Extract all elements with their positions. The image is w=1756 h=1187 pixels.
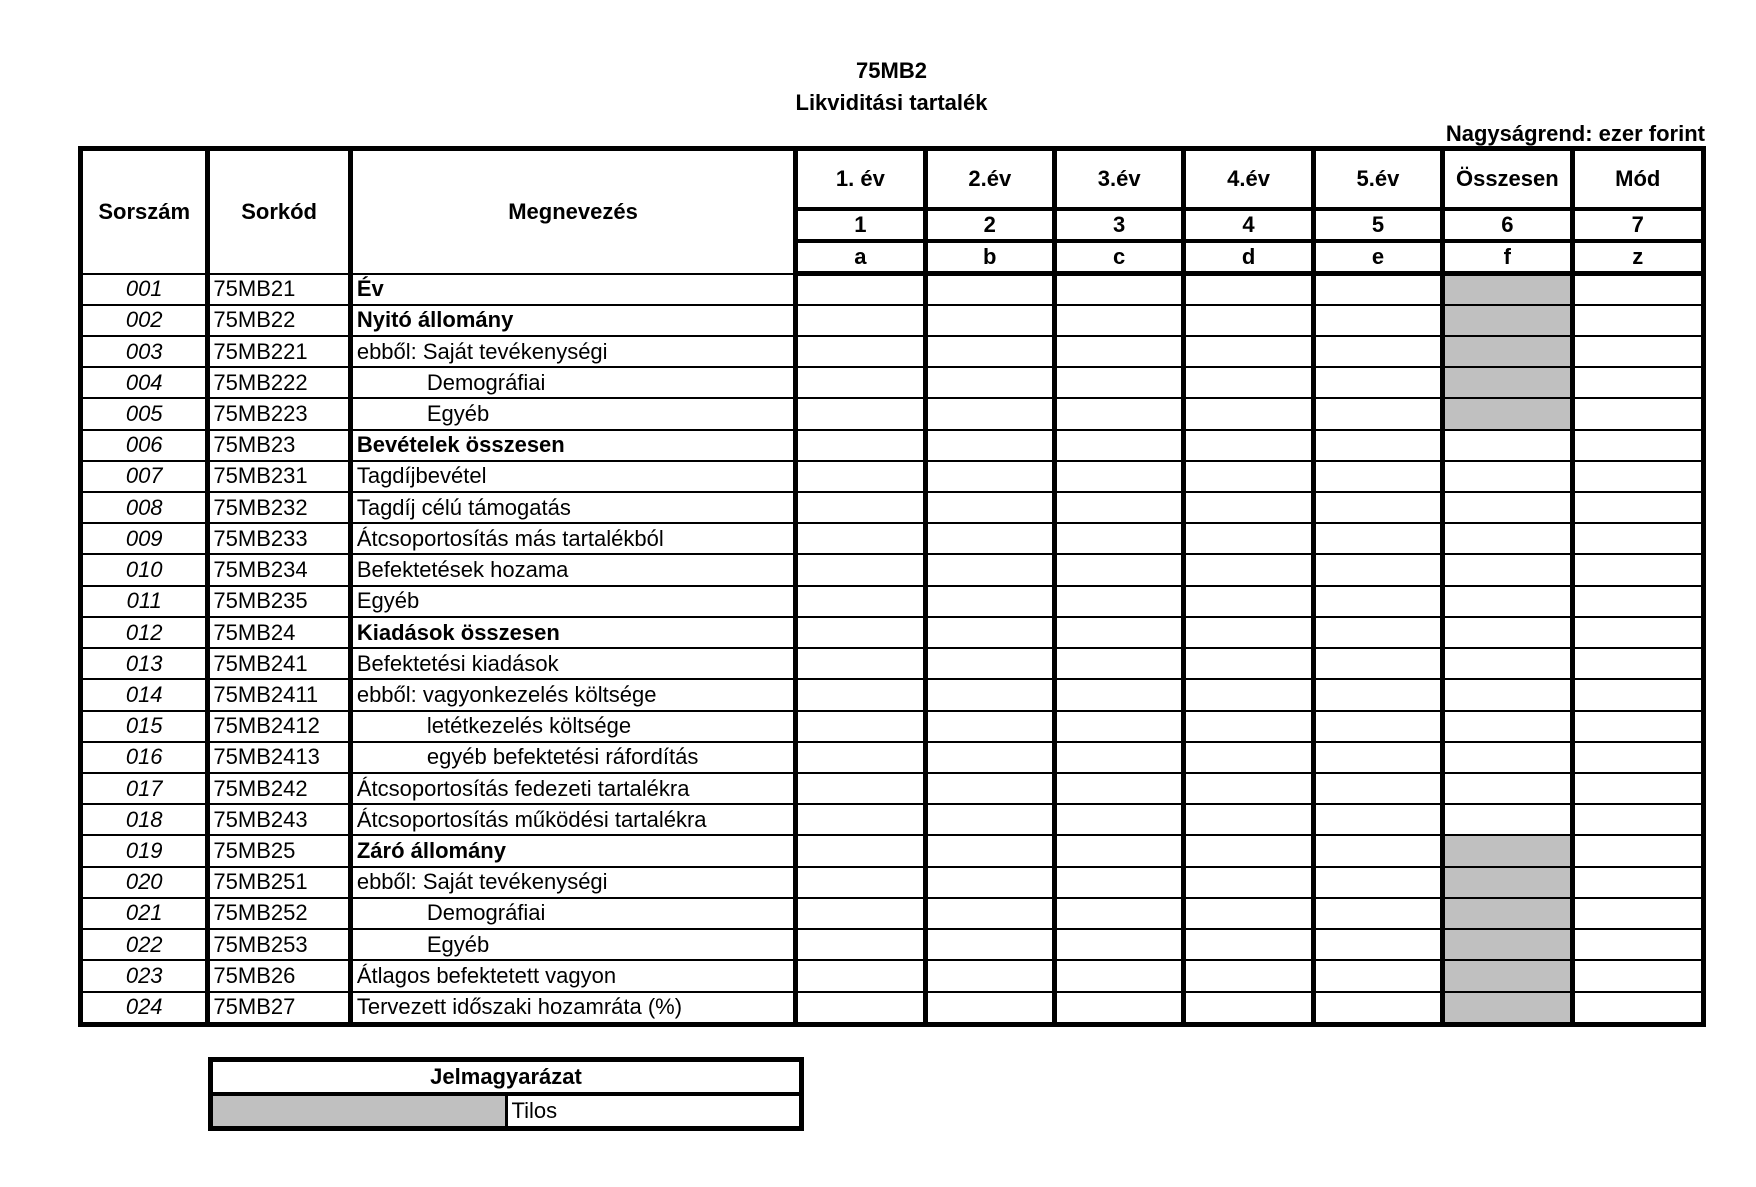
data-cell-col-2[interactable]	[925, 492, 1054, 523]
data-cell-col-5[interactable]	[1313, 305, 1442, 336]
data-cell-col-1[interactable]	[796, 929, 925, 960]
table-row	[81, 492, 1704, 523]
data-cell-col-2[interactable]	[925, 336, 1054, 367]
row-sorkod: 75MB233	[208, 523, 350, 554]
data-cell-col-4[interactable]	[1184, 367, 1313, 398]
data-cell-col-2[interactable]	[925, 992, 1054, 1025]
data-cell-col-7[interactable]	[1572, 430, 1703, 461]
forbidden-cell	[1443, 835, 1572, 866]
row-sorkod: 75MB241	[208, 648, 350, 679]
row-sorszam: 013	[81, 648, 208, 679]
row-sorkod: 75MB2411	[208, 679, 350, 710]
row-sorkod: 75MB25	[208, 835, 350, 866]
data-cell-col-2[interactable]	[925, 586, 1054, 617]
data-cell-col-5[interactable]	[1313, 648, 1442, 679]
row-sorszam: 020	[81, 867, 208, 898]
data-cell-col-7[interactable]	[1572, 305, 1703, 336]
table-body	[81, 274, 1704, 1025]
table-row	[81, 804, 1704, 835]
header-letter-z: z	[1572, 241, 1703, 274]
data-cell-col-3[interactable]	[1054, 835, 1183, 866]
table-row	[81, 554, 1704, 585]
row-megnevezes: Átlagos befektetett vagyon	[350, 960, 795, 991]
forbidden-cell	[1443, 336, 1572, 367]
table-row	[81, 711, 1704, 742]
data-cell-col-7[interactable]	[1572, 992, 1703, 1025]
legend	[208, 1057, 804, 1131]
data-cell-col-7[interactable]	[1572, 929, 1703, 960]
data-cell-col-3[interactable]	[1054, 461, 1183, 492]
header-sorkod: Sorkód	[208, 149, 350, 274]
data-cell-col-6[interactable]	[1443, 586, 1572, 617]
row-sorkod: 75MB253	[208, 929, 350, 960]
row-megnevezes: Tagdíj célú támogatás	[350, 492, 795, 523]
data-cell-col-1[interactable]	[796, 648, 925, 679]
table-row	[81, 742, 1704, 773]
data-cell-col-5[interactable]	[1313, 523, 1442, 554]
unit-label: Nagyságrend: ezer forint	[1445, 121, 1705, 146]
data-cell-col-5[interactable]	[1313, 461, 1442, 492]
row-sorszam: 009	[81, 523, 208, 554]
row-sorszam: 002	[81, 305, 208, 336]
data-cell-col-6[interactable]	[1443, 523, 1572, 554]
row-megnevezes: Év	[350, 274, 795, 305]
data-cell-col-7[interactable]	[1572, 492, 1703, 523]
data-cell-col-4[interactable]	[1184, 523, 1313, 554]
row-sorszam: 010	[81, 554, 208, 585]
data-cell-col-3[interactable]	[1054, 742, 1183, 773]
data-cell-col-1[interactable]	[796, 773, 925, 804]
row-megnevezes: Nyitó állomány	[350, 305, 795, 336]
form-code: 75MB2	[856, 58, 927, 83]
row-sorkod: 75MB2413	[208, 742, 350, 773]
data-cell-col-5[interactable]	[1313, 960, 1442, 991]
row-sorszam: 017	[81, 773, 208, 804]
data-cell-col-6[interactable]	[1443, 554, 1572, 585]
data-cell-col-7[interactable]	[1572, 804, 1703, 835]
row-megnevezes: Demográfiai	[350, 367, 795, 398]
table-row	[81, 523, 1704, 554]
row-sorszam: 024	[81, 992, 208, 1025]
data-cell-col-1[interactable]	[796, 804, 925, 835]
data-cell-col-3[interactable]	[1054, 773, 1183, 804]
row-megnevezes: ebből: vagyonkezelés költsége	[350, 679, 795, 710]
data-cell-col-3[interactable]	[1054, 711, 1183, 742]
row-sorszam: 005	[81, 398, 208, 429]
data-cell-col-2[interactable]	[925, 398, 1054, 429]
header-num-4: 4	[1184, 209, 1313, 241]
data-cell-col-1[interactable]	[796, 992, 925, 1025]
data-cell-col-2[interactable]	[925, 867, 1054, 898]
data-cell-col-4[interactable]	[1184, 336, 1313, 367]
data-cell-col-3[interactable]	[1054, 430, 1183, 461]
data-cell-col-7[interactable]	[1572, 773, 1703, 804]
row-megnevezes: Egyéb	[350, 398, 795, 429]
header-letter-c: c	[1054, 241, 1183, 274]
data-cell-col-7[interactable]	[1572, 367, 1703, 398]
data-cell-col-5[interactable]	[1313, 679, 1442, 710]
header-letter-e: e	[1313, 241, 1442, 274]
data-cell-col-1[interactable]	[796, 336, 925, 367]
table-row	[81, 898, 1704, 929]
data-cell-col-3[interactable]	[1054, 398, 1183, 429]
table-row	[81, 274, 1704, 305]
table-row	[81, 648, 1704, 679]
forbidden-cell	[1443, 274, 1572, 305]
data-cell-col-3[interactable]	[1054, 679, 1183, 710]
data-cell-col-1[interactable]	[796, 867, 925, 898]
data-cell-col-4[interactable]	[1184, 648, 1313, 679]
row-sorszam: 008	[81, 492, 208, 523]
row-sorkod: 75MB27	[208, 992, 350, 1025]
header-year-1: 1. év	[796, 149, 925, 210]
row-megnevezes: Tagdíjbevétel	[350, 461, 795, 492]
data-cell-col-5[interactable]	[1313, 742, 1442, 773]
row-sorkod: 75MB232	[208, 492, 350, 523]
row-sorszam: 015	[81, 711, 208, 742]
row-megnevezes: ebből: Saját tevékenységi	[350, 336, 795, 367]
liquidity-reserve-table	[78, 146, 1706, 1027]
data-cell-col-2[interactable]	[925, 773, 1054, 804]
data-cell-col-2[interactable]	[925, 523, 1054, 554]
row-megnevezes: letétkezelés költsége	[350, 711, 795, 742]
data-cell-col-3[interactable]	[1054, 992, 1183, 1025]
data-cell-col-5[interactable]	[1313, 554, 1442, 585]
data-cell-col-2[interactable]	[925, 554, 1054, 585]
data-cell-col-3[interactable]	[1054, 617, 1183, 648]
header-num-6: 6	[1443, 209, 1572, 241]
data-cell-col-4[interactable]	[1184, 867, 1313, 898]
data-cell-col-4[interactable]	[1184, 305, 1313, 336]
data-cell-col-1[interactable]	[796, 461, 925, 492]
data-cell-col-1[interactable]	[796, 554, 925, 585]
data-cell-col-3[interactable]	[1054, 492, 1183, 523]
forbidden-cell	[1443, 305, 1572, 336]
table-row	[81, 336, 1704, 367]
data-cell-col-1[interactable]	[796, 305, 925, 336]
row-sorkod: 75MB22	[208, 305, 350, 336]
row-sorkod: 75MB223	[208, 398, 350, 429]
data-cell-col-4[interactable]	[1184, 992, 1313, 1025]
data-cell-col-2[interactable]	[925, 804, 1054, 835]
header-num-5: 5	[1313, 209, 1442, 241]
data-cell-col-2[interactable]	[925, 461, 1054, 492]
forbidden-cell	[1443, 367, 1572, 398]
data-cell-col-5[interactable]	[1313, 773, 1442, 804]
data-cell-col-1[interactable]	[796, 679, 925, 710]
header-letter-a: a	[796, 241, 925, 274]
data-cell-col-6[interactable]	[1443, 711, 1572, 742]
data-cell-col-3[interactable]	[1054, 586, 1183, 617]
data-cell-col-7[interactable]	[1572, 835, 1703, 866]
table-row	[81, 586, 1704, 617]
legend-swatch-gray	[211, 1094, 507, 1129]
data-cell-col-1[interactable]	[796, 742, 925, 773]
data-cell-col-5[interactable]	[1313, 835, 1442, 866]
data-cell-col-3[interactable]	[1054, 367, 1183, 398]
data-cell-col-7[interactable]	[1572, 523, 1703, 554]
row-sorszam: 003	[81, 336, 208, 367]
data-cell-col-4[interactable]	[1184, 586, 1313, 617]
header-num-7: 7	[1572, 209, 1703, 241]
data-cell-col-2[interactable]	[925, 898, 1054, 929]
data-cell-col-2[interactable]	[925, 742, 1054, 773]
table-row	[81, 367, 1704, 398]
row-megnevezes: Egyéb	[350, 929, 795, 960]
row-sorszam: 016	[81, 742, 208, 773]
data-cell-col-7[interactable]	[1572, 336, 1703, 367]
row-sorszam: 022	[81, 929, 208, 960]
row-sorkod: 75MB252	[208, 898, 350, 929]
data-cell-col-7[interactable]	[1572, 960, 1703, 991]
header-year-4: 4.év	[1184, 149, 1313, 210]
data-cell-col-5[interactable]	[1313, 711, 1442, 742]
data-cell-col-6[interactable]	[1443, 430, 1572, 461]
data-cell-col-4[interactable]	[1184, 711, 1313, 742]
data-cell-col-4[interactable]	[1184, 679, 1313, 710]
data-cell-col-3[interactable]	[1054, 867, 1183, 898]
forbidden-cell	[1443, 992, 1572, 1025]
data-cell-col-5[interactable]	[1313, 992, 1442, 1025]
data-cell-col-6[interactable]	[1443, 742, 1572, 773]
data-cell-col-4[interactable]	[1184, 274, 1313, 305]
table-row	[81, 773, 1704, 804]
data-cell-col-2[interactable]	[925, 430, 1054, 461]
table-row	[81, 679, 1704, 710]
data-cell-col-1[interactable]	[796, 586, 925, 617]
header-megnevezes: Megnevezés	[350, 149, 795, 274]
row-sorkod: 75MB21	[208, 274, 350, 305]
data-cell-col-3[interactable]	[1054, 929, 1183, 960]
forbidden-cell	[1443, 929, 1572, 960]
data-cell-col-7[interactable]	[1572, 274, 1703, 305]
row-sorszam: 001	[81, 274, 208, 305]
data-cell-col-1[interactable]	[796, 617, 925, 648]
row-megnevezes: Befektetések hozama	[350, 554, 795, 585]
row-sorszam: 021	[81, 898, 208, 929]
row-megnevezes: Demográfiai	[350, 898, 795, 929]
row-sorszam: 011	[81, 586, 208, 617]
data-cell-col-7[interactable]	[1572, 742, 1703, 773]
data-cell-col-5[interactable]	[1313, 367, 1442, 398]
data-cell-col-4[interactable]	[1184, 898, 1313, 929]
data-cell-col-2[interactable]	[925, 274, 1054, 305]
row-sorszam: 018	[81, 804, 208, 835]
data-cell-col-3[interactable]	[1054, 554, 1183, 585]
table-row	[81, 835, 1704, 866]
header-num-1: 1	[796, 209, 925, 241]
data-cell-col-3[interactable]	[1054, 523, 1183, 554]
row-sorkod: 75MB234	[208, 554, 350, 585]
data-cell-col-3[interactable]	[1054, 804, 1183, 835]
row-sorkod: 75MB26	[208, 960, 350, 991]
data-cell-col-2[interactable]	[925, 960, 1054, 991]
table-row	[81, 398, 1704, 429]
row-sorkod: 75MB251	[208, 867, 350, 898]
data-cell-col-4[interactable]	[1184, 929, 1313, 960]
row-megnevezes: egyéb befektetési ráfordítás	[350, 742, 795, 773]
data-cell-col-7[interactable]	[1572, 398, 1703, 429]
data-cell-col-7[interactable]	[1572, 867, 1703, 898]
row-sorkod: 75MB222	[208, 367, 350, 398]
row-sorszam: 006	[81, 430, 208, 461]
row-megnevezes: Záró állomány	[350, 835, 795, 866]
data-cell-col-4[interactable]	[1184, 773, 1313, 804]
data-cell-col-2[interactable]	[925, 835, 1054, 866]
data-cell-col-1[interactable]	[796, 835, 925, 866]
data-cell-col-3[interactable]	[1054, 305, 1183, 336]
header-letter-b: b	[925, 241, 1054, 274]
header-num-3: 3	[1054, 209, 1183, 241]
data-cell-col-7[interactable]	[1572, 617, 1703, 648]
row-megnevezes: Átcsoportosítás működési tartalékra	[350, 804, 795, 835]
data-cell-col-7[interactable]	[1572, 554, 1703, 585]
forbidden-cell	[1443, 398, 1572, 429]
data-cell-col-2[interactable]	[925, 305, 1054, 336]
data-cell-col-3[interactable]	[1054, 274, 1183, 305]
row-sorszam: 014	[81, 679, 208, 710]
data-cell-col-2[interactable]	[925, 711, 1054, 742]
data-cell-col-3[interactable]	[1054, 898, 1183, 929]
data-cell-col-4[interactable]	[1184, 492, 1313, 523]
row-sorkod: 75MB242	[208, 773, 350, 804]
data-cell-col-6[interactable]	[1443, 773, 1572, 804]
data-cell-col-4[interactable]	[1184, 430, 1313, 461]
row-sorszam: 012	[81, 617, 208, 648]
table-row	[81, 461, 1704, 492]
data-cell-col-6[interactable]	[1443, 804, 1572, 835]
data-cell-col-5[interactable]	[1313, 336, 1442, 367]
row-sorkod: 75MB24	[208, 617, 350, 648]
table-row	[81, 867, 1704, 898]
table-row	[81, 617, 1704, 648]
forbidden-cell	[1443, 960, 1572, 991]
data-cell-col-5[interactable]	[1313, 430, 1442, 461]
data-cell-col-4[interactable]	[1184, 742, 1313, 773]
data-cell-col-5[interactable]	[1313, 274, 1442, 305]
data-cell-col-1[interactable]	[796, 492, 925, 523]
data-cell-col-4[interactable]	[1184, 461, 1313, 492]
forbidden-cell	[1443, 867, 1572, 898]
data-cell-col-4[interactable]	[1184, 617, 1313, 648]
row-megnevezes: Befektetési kiadások	[350, 648, 795, 679]
row-megnevezes: Egyéb	[350, 586, 795, 617]
data-cell-col-4[interactable]	[1184, 554, 1313, 585]
row-sorszam: 007	[81, 461, 208, 492]
forbidden-cell	[1443, 898, 1572, 929]
row-megnevezes: Bevételek összesen	[350, 430, 795, 461]
data-cell-col-7[interactable]	[1572, 586, 1703, 617]
data-cell-col-3[interactable]	[1054, 336, 1183, 367]
data-cell-col-6[interactable]	[1443, 461, 1572, 492]
row-sorkod: 75MB231	[208, 461, 350, 492]
data-cell-col-2[interactable]	[925, 617, 1054, 648]
legend-label: Tilos	[506, 1094, 802, 1129]
legend-title: Jelmagyarázat	[211, 1060, 802, 1095]
header-year-2: 2.év	[925, 149, 1054, 210]
data-cell-col-1[interactable]	[796, 523, 925, 554]
row-megnevezes: Kiadások összesen	[350, 617, 795, 648]
table-row	[81, 305, 1704, 336]
header-year-3: 3.év	[1054, 149, 1183, 210]
data-cell-col-7[interactable]	[1572, 461, 1703, 492]
data-cell-col-2[interactable]	[925, 679, 1054, 710]
data-cell-col-6[interactable]	[1443, 617, 1572, 648]
data-cell-col-5[interactable]	[1313, 586, 1442, 617]
row-sorszam: 004	[81, 367, 208, 398]
header-letter-d: d	[1184, 241, 1313, 274]
row-megnevezes: Tervezett időszaki hozamráta (%)	[350, 992, 795, 1025]
data-cell-col-5[interactable]	[1313, 804, 1442, 835]
header-total: Összesen	[1443, 149, 1572, 210]
data-cell-col-5[interactable]	[1313, 867, 1442, 898]
data-cell-col-5[interactable]	[1313, 929, 1442, 960]
data-cell-col-1[interactable]	[796, 960, 925, 991]
row-megnevezes: Átcsoportosítás fedezeti tartalékra	[350, 773, 795, 804]
form-title: Likviditási tartalék	[795, 90, 988, 115]
header-num-2: 2	[925, 209, 1054, 241]
data-cell-col-1[interactable]	[796, 898, 925, 929]
header-sorszam: Sorszám	[81, 149, 208, 274]
data-cell-col-5[interactable]	[1313, 492, 1442, 523]
data-cell-col-5[interactable]	[1313, 898, 1442, 929]
data-cell-col-1[interactable]	[796, 430, 925, 461]
table-row	[81, 929, 1704, 960]
data-cell-col-4[interactable]	[1184, 398, 1313, 429]
data-cell-col-4[interactable]	[1184, 960, 1313, 991]
data-cell-col-7[interactable]	[1572, 679, 1703, 710]
row-sorkod: 75MB221	[208, 336, 350, 367]
data-cell-col-2[interactable]	[925, 929, 1054, 960]
row-sorkod: 75MB235	[208, 586, 350, 617]
row-sorszam: 023	[81, 960, 208, 991]
data-cell-col-1[interactable]	[796, 367, 925, 398]
data-cell-col-1[interactable]	[796, 398, 925, 429]
data-cell-col-6[interactable]	[1443, 648, 1572, 679]
data-cell-col-1[interactable]	[796, 711, 925, 742]
row-sorkod: 75MB2412	[208, 711, 350, 742]
table-row	[81, 992, 1704, 1025]
row-sorkod: 75MB243	[208, 804, 350, 835]
data-cell-col-5[interactable]	[1313, 398, 1442, 429]
data-cell-col-4[interactable]	[1184, 804, 1313, 835]
data-cell-col-2[interactable]	[925, 367, 1054, 398]
data-cell-col-3[interactable]	[1054, 648, 1183, 679]
data-cell-col-6[interactable]	[1443, 492, 1572, 523]
header-mod: Mód	[1572, 149, 1703, 210]
row-megnevezes: Átcsoportosítás más tartalékból	[350, 523, 795, 554]
table-row	[81, 430, 1704, 461]
data-cell-col-7[interactable]	[1572, 898, 1703, 929]
data-cell-col-7[interactable]	[1572, 711, 1703, 742]
data-cell-col-7[interactable]	[1572, 648, 1703, 679]
data-cell-col-4[interactable]	[1184, 835, 1313, 866]
header-year-5: 5.év	[1313, 149, 1442, 210]
data-cell-col-5[interactable]	[1313, 617, 1442, 648]
data-cell-col-6[interactable]	[1443, 679, 1572, 710]
data-cell-col-2[interactable]	[925, 648, 1054, 679]
data-cell-col-3[interactable]	[1054, 960, 1183, 991]
row-megnevezes: ebből: Saját tevékenységi	[350, 867, 795, 898]
header-letter-f: f	[1443, 241, 1572, 274]
data-cell-col-1[interactable]	[796, 274, 925, 305]
table-row	[81, 960, 1704, 991]
row-sorkod: 75MB23	[208, 430, 350, 461]
row-sorszam: 019	[81, 835, 208, 866]
